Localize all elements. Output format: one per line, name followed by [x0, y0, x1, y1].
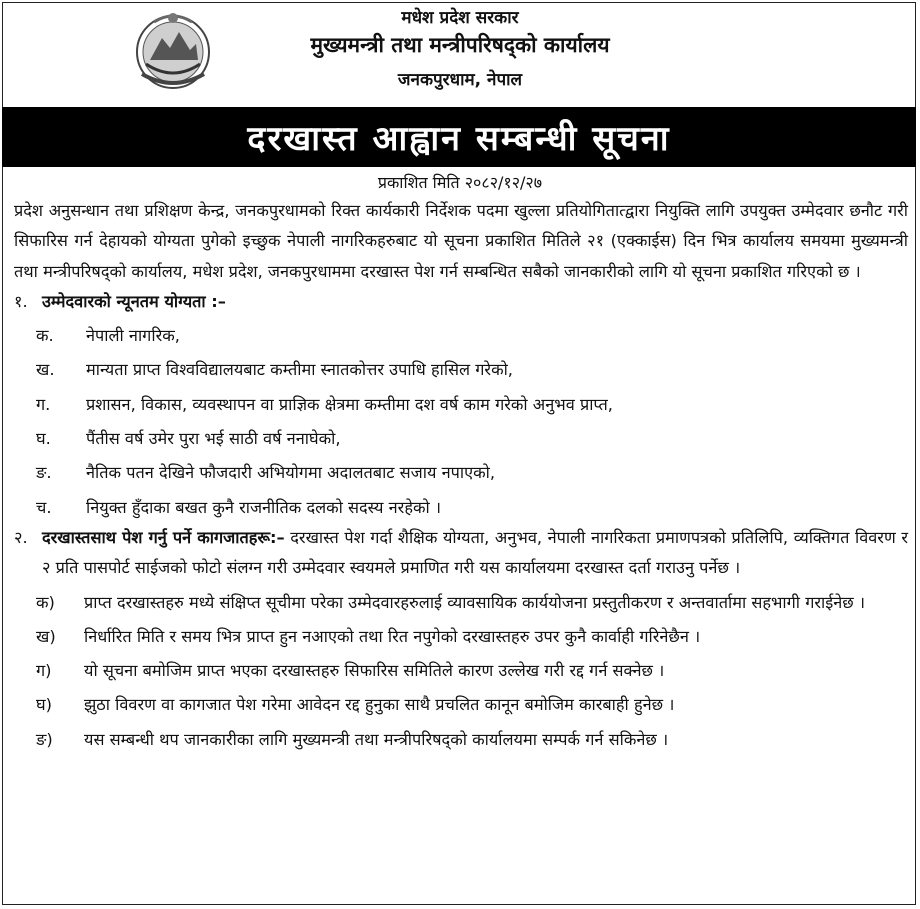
list-item — [14, 656, 908, 686]
list-item — [14, 493, 908, 523]
item-text: नेपाली नागरिक, — [86, 326, 180, 346]
section-marker: १. — [14, 291, 28, 311]
item-text: यो सूचना बमोजिम प्राप्त भएका दरखास्तहरु सिफारिस समितिले कारण उल्लेख गरी रद्द गर्न सक्नेछ । — [84, 661, 665, 681]
item-marker: क) — [36, 592, 55, 612]
item-text: प्रशासन, विकास, व्यवस्थापन वा प्राज्ञिक क्षेत्रमा कम्तीमा दश वर्ष काम गरेको अनुभव प्राप्त, — [86, 394, 613, 414]
item-marker: ग) — [36, 661, 52, 681]
notice-title-banner — [2, 107, 916, 167]
item-marker: ख. — [36, 360, 55, 380]
item-marker: घ) — [36, 695, 52, 715]
item-text: मान्यता प्राप्त विश्वविद्यालयबाट कम्तीमा स्नातकोत्तर उपाधि हासिल गरेको, — [86, 360, 513, 380]
list-item — [14, 725, 908, 755]
list-item — [14, 390, 908, 420]
list-item — [14, 622, 908, 652]
item-marker: ङ) — [36, 729, 53, 749]
item-marker: ङ. — [36, 463, 52, 483]
item-text: पैंतीस वर्ष उमेर पुरा भई साठी वर्ष ननाघेको, — [86, 429, 341, 449]
list-item — [14, 690, 908, 720]
section-2 — [14, 523, 908, 584]
section-title: उम्मेदवारको न्यूनतम योग्यता :– — [42, 291, 226, 311]
item-text: निर्धारित मिति र समय भित्र प्राप्त हुन नआएको तथा रित नपुगेको दरखास्तहरु उपर कुनै कार्वाही गरिनेछैन । — [84, 626, 701, 646]
item-text: नैतिक पतन देखिने फौजदारी अभियोगमा अदालतबाट सजाय नपाएको, — [86, 463, 496, 483]
list-item — [14, 424, 908, 454]
item-marker: च. — [36, 497, 52, 517]
intro-paragraph: प्रदेश अनुसन्धान तथा प्रशिक्षण केन्द्र, जनकपुरधामको रिक्त कार्यकारी निर्देशक पदमा खुल्ला प्रतियोगितात्द्वारा नियुक्ति लागि उपयुक्त उम्मेदवार छनौट गरी सिफारिस गर्न देहायको योग्यता पुगेको इच्छुक नेपाली नागरिकहरुबाट यो सूचना प्रकाशित मितिले २१ (एक्काईस) दिन भित्र कार्यालय समयमा मुख्यमन्त्री तथा मन्त्रीपरिषद्को कार्यालय, मधेश प्रदेश, जनकपुरधाममा दरखास्त पेश गर्न सम्बन्धित सबैको जानकारीको लागि यो सूचना प्रकाशित गरिएको छ । — [14, 201, 908, 281]
published-date: प्रकाशित मिति २०८२/१२/२७ — [377, 173, 543, 192]
list-item — [14, 458, 908, 488]
section-title: दरखास्तसाथ पेश गर्नु पर्ने कागजातहरू:– — [42, 527, 285, 547]
section-2-paragraph — [42, 523, 908, 584]
notice-body — [14, 196, 908, 755]
office-name: मुख्यमन्त्री तथा मन्त्रीपरिषद्को कार्यालय — [310, 33, 610, 57]
item-text: यस सम्बन्धी थप जानकारीका लागि मुख्यमन्त्री तथा मन्त्रीपरिषद्को कार्यालयमा सम्पर्क गर्न सकिनेछ । — [84, 729, 669, 749]
section-text: दरखास्त पेश गर्दा शैक्षिक योग्यता, अनुभव, नेपाली नागरिकता प्रमाणपत्रको प्रतिलिपि, व्यक्तिगत विवरण र २ प्रति पासपोर्ट साईजको फोटो संलग्न गरी उम्मेदवार स्वयमले प्रमाणित गरी यस कार्यालयमा दरखास्त दर्ता गराउनु पर्नेछ । — [42, 527, 908, 578]
item-text: झुठा विवरण वा कागजात पेश गरेमा आवेदन रद्द हुनुका साथै प्रचलित कानून बमोजिम कारबाही हुनेछ । — [84, 695, 675, 715]
notice-title: दरखास्त आह्वान सम्बन्धी सूचना — [247, 119, 671, 159]
government-name: मधेश प्रदेश सरकार — [401, 8, 519, 28]
office-location: जनकपुरधाम, नेपाल — [397, 70, 523, 90]
list-item — [14, 321, 908, 351]
section-marker: २. — [14, 527, 28, 547]
section-1-heading — [14, 287, 908, 317]
item-text: नियुक्त हुँदाका बखत कुनै राजनीतिक दलको सदस्य नरहेको । — [86, 497, 442, 517]
item-text: प्राप्त दरखास्तहरु मध्ये संक्षिप्त सूचीमा परेका उम्मेदवारहरुलाई व्यावसायिक कार्ययोजना प्रस्तुतीकरण र अन्तवार्तामा सहभागी गराईनेछ । — [84, 592, 866, 612]
item-marker: घ. — [36, 429, 51, 449]
item-marker: ख) — [36, 626, 56, 646]
nepal-emblem-icon — [132, 8, 214, 94]
list-item — [14, 355, 908, 385]
item-marker: ग. — [36, 394, 51, 414]
item-marker: क. — [36, 326, 54, 346]
list-item — [14, 588, 908, 618]
office-header — [220, 6, 700, 94]
